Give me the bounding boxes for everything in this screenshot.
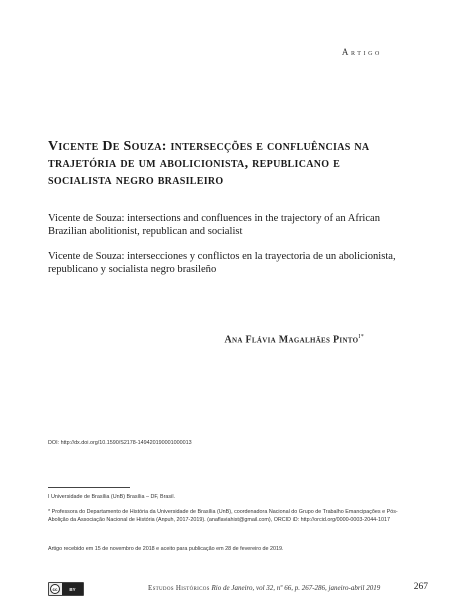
doi-link[interactable]: DOI: http://dx.doi.org/10.1590/S2178-149420190001000013 [48, 440, 192, 446]
journal-issue-info: Rio de Janeiro, vol 32, nº 66, p. 267-286, janeiro-abril 2019 [211, 584, 381, 592]
footnote-bio: * Professora do Departamento de História da Universidade de Brasília (UnB), coordenadora Nacional do Grupo de Trabalho Emancipações e Pós-Abolição da Associação Nacional de História (Anpuh, 2017-2019). (anaflaviahist@gmail.com), ORCID iD: http://orcid.org/0000-0003-2044-1017 [48, 509, 398, 524]
cc-by-label: BY [62, 583, 83, 595]
subtitle-english: Vicente de Souza: intersections and confluences in the trajectory of an African Brazilian abolitionist, republican and socialist [48, 213, 381, 237]
creative-commons-license-icon[interactable] [48, 582, 84, 596]
footnote-received: Artigo recebido em 15 de novembro de 2018 e aceito para publicação em 28 de fevereiro de 2019. [48, 546, 284, 552]
section-label: Artigo [341, 47, 382, 57]
subtitle-spanish: Vicente de Souza: intersecciones y conflictos en la trayectoria de un abolicionista, republicano y socialista negro brasileño [48, 251, 396, 275]
journal-name: Estudos Históricos [148, 584, 210, 592]
author-footnote-marker: I* [358, 334, 364, 340]
author-byline [224, 334, 364, 345]
footnote-divider [48, 487, 130, 488]
cc-logo-icon: cc [50, 584, 60, 594]
footnote-affiliation: I Universidade de Brasília (UnB) Brasília – DF, Brasil. [48, 494, 176, 500]
page-number: 267 [413, 582, 428, 592]
author-name: Ana Flávia Magalhães Pinto [224, 334, 359, 346]
article-title: Vicente De Souza: intersecções e confluências na trajetória de um abolicionista, republicano e socialista negro brasileiro [48, 139, 370, 188]
journal-footer [148, 584, 380, 592]
